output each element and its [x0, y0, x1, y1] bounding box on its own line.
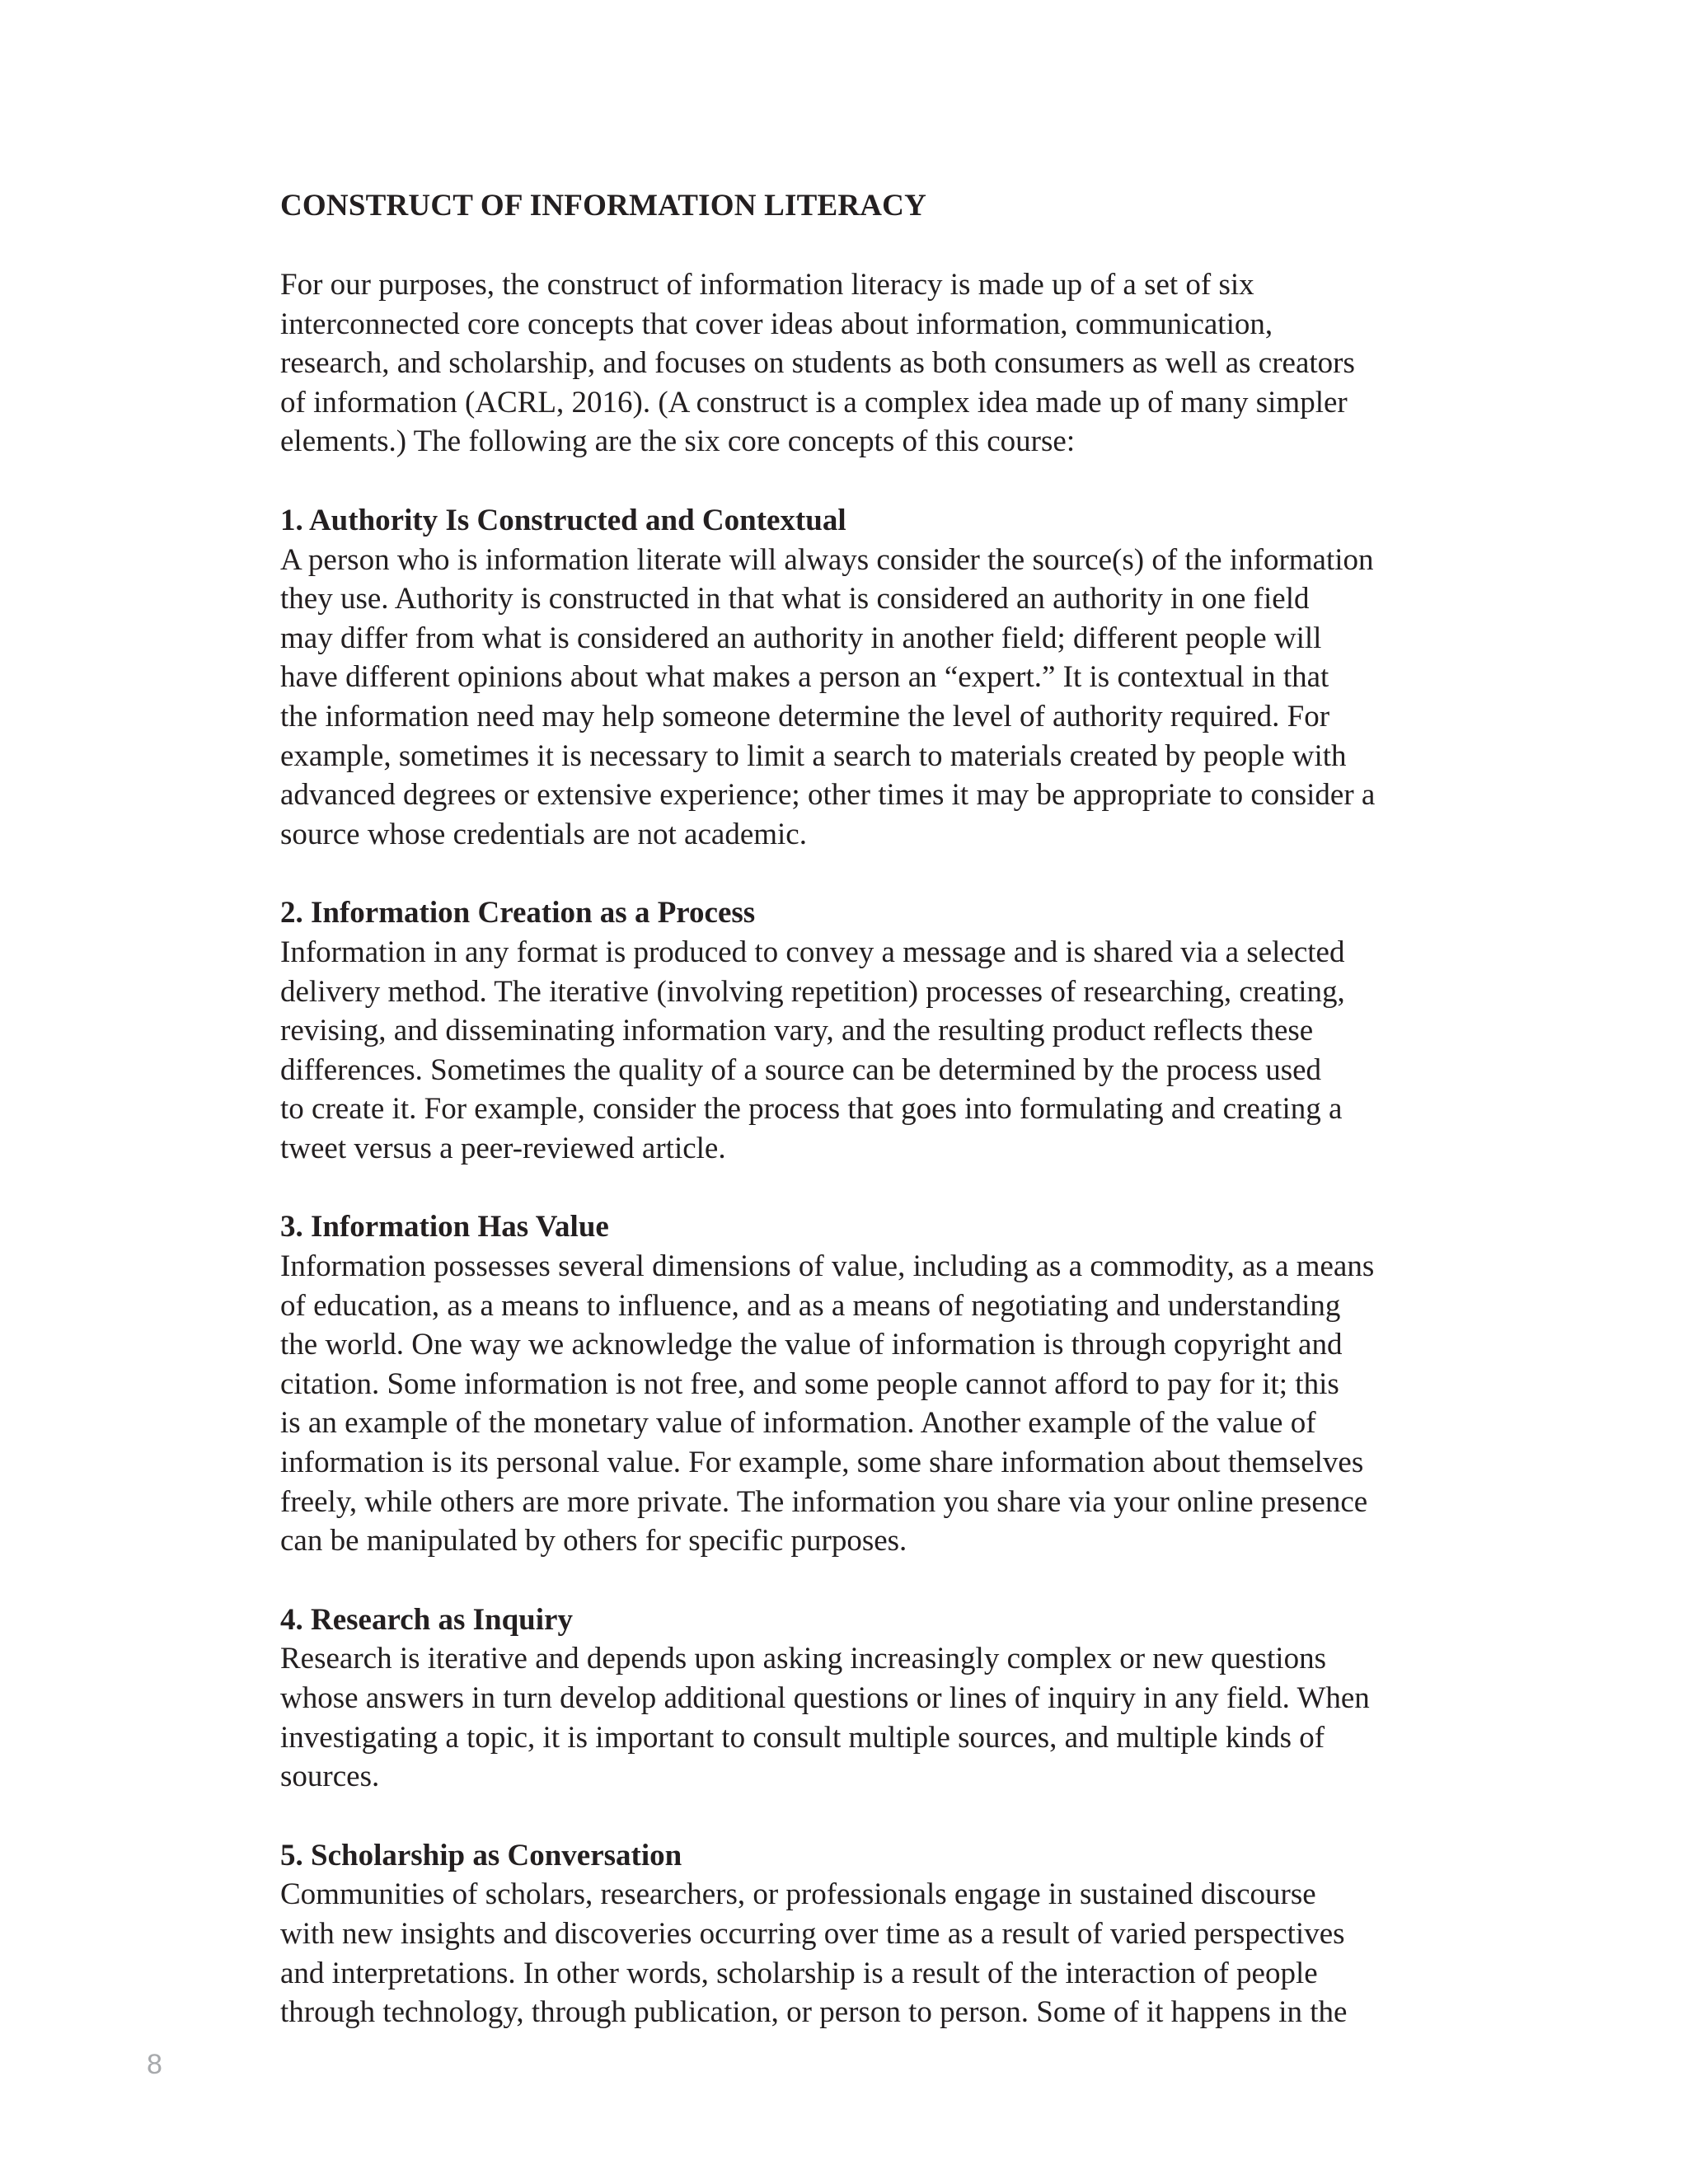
- body-line: A person who is information literate will always consider the source(s) of the information: [280, 542, 1374, 577]
- body-line: of education, as a means to influence, and as a means of negotiating and understanding: [280, 1288, 1341, 1323]
- section-heading: 4. Research as Inquiry: [280, 1602, 573, 1637]
- body-line: Communities of scholars, researchers, or professionals engage in sustained discourse: [280, 1877, 1316, 1912]
- section-body: [280, 1247, 1451, 1561]
- body-line: revising, and disseminating information vary, and the resulting product reflects these: [280, 1014, 1314, 1048]
- body-line: advanced degrees or extensive experience; other times it may be appropriate to consider a: [280, 778, 1376, 813]
- body-line: delivery method. The iterative (involving repetition) processes of researching, creating,: [280, 974, 1345, 1009]
- body-line: to create it. For example, consider the process that goes into formulating and creating a: [280, 1092, 1343, 1127]
- section-research-inquiry: [280, 1601, 1451, 1797]
- body-line: Research is iterative and depends upon asking increasingly complex or new questions: [280, 1642, 1326, 1676]
- section-heading: 5. Scholarship as Conversation: [280, 1838, 682, 1872]
- body-line: have different opinions about what makes a person an “expert.” It is contextual in that: [280, 660, 1329, 695]
- body-line: may differ from what is considered an authority in another field; different people will: [280, 621, 1322, 655]
- document-page: [280, 186, 1451, 2072]
- body-line: Information in any format is produced to convey a message and is shared via a selected: [280, 935, 1345, 969]
- body-line: tweet versus a peer-reviewed article.: [280, 1131, 726, 1165]
- section-body: [280, 541, 1451, 855]
- intro-line: interconnected core concepts that cover ideas about information, communication,: [280, 307, 1273, 341]
- section-information-creation: [280, 893, 1451, 1168]
- intro-line: of information (ACRL, 2016). (A construct is a complex idea made up of many simpler: [280, 385, 1348, 419]
- body-line: the information need may help someone determine the level of authority required. For: [280, 699, 1330, 733]
- body-line: freely, while others are more private. The information you share via your online presence: [280, 1484, 1368, 1519]
- body-line: Information possesses several dimensions of value, including as a commodity, as a means: [280, 1249, 1375, 1284]
- page-number: 8: [147, 2049, 162, 2080]
- section-heading: 3. Information Has Value: [280, 1210, 609, 1244]
- body-line: information is its personal value. For example, some share information about themselves: [280, 1446, 1364, 1480]
- section-heading: 1. Authority Is Constructed and Contextual: [280, 503, 846, 537]
- body-line: investigating a topic, it is important to consult multiple sources, and multiple kinds of: [280, 1720, 1325, 1755]
- body-line: they use. Authority is constructed in that what is considered an authority in one field: [280, 582, 1310, 616]
- body-line: sources.: [280, 1760, 380, 1794]
- body-line: with new insights and discoveries occurring over time as a result of varied perspectives: [280, 1916, 1345, 1951]
- intro-line: research, and scholarship, and focuses on students as both consumers as well as creators: [280, 346, 1355, 381]
- section-authority: [280, 501, 1451, 854]
- body-line: the world. One way we acknowledge the value of information is through copyright and: [280, 1328, 1343, 1362]
- body-line: and interpretations. In other words, scholarship is a result of the interaction of people: [280, 1956, 1318, 1990]
- body-line: source whose credentials are not academic.: [280, 817, 807, 851]
- section-information-value: [280, 1207, 1451, 1560]
- intro-paragraph: [280, 265, 1451, 462]
- body-line: differences. Sometimes the quality of a source can be determined by the process used: [280, 1052, 1322, 1087]
- intro-line: elements.) The following are the six core concepts of this course:: [280, 424, 1076, 459]
- body-line: through technology, through publication, or person to person. Some of it happens in the: [280, 1995, 1348, 2030]
- body-line: is an example of the monetary value of information. Another example of the value of: [280, 1406, 1316, 1441]
- section-body: [280, 933, 1451, 1169]
- section-body: [280, 1639, 1451, 1796]
- section-body: [280, 1875, 1451, 2032]
- body-line: whose answers in turn develop additional questions or lines of inquiry in any field. When: [280, 1681, 1370, 1715]
- body-line: can be manipulated by others for specific purposes.: [280, 1524, 907, 1558]
- section-heading: 2. Information Creation as a Process: [280, 896, 756, 930]
- body-line: example, sometimes it is necessary to limit a search to materials created by people with: [280, 738, 1347, 773]
- document-title: CONSTRUCT OF INFORMATION LITERACY: [280, 189, 927, 223]
- body-line: citation. Some information is not free, and some people cannot afford to pay for it; this: [280, 1366, 1339, 1401]
- section-scholarship-conversation: [280, 1836, 1451, 2032]
- intro-line: For our purposes, the construct of information literacy is made up of a set of six: [280, 268, 1254, 302]
